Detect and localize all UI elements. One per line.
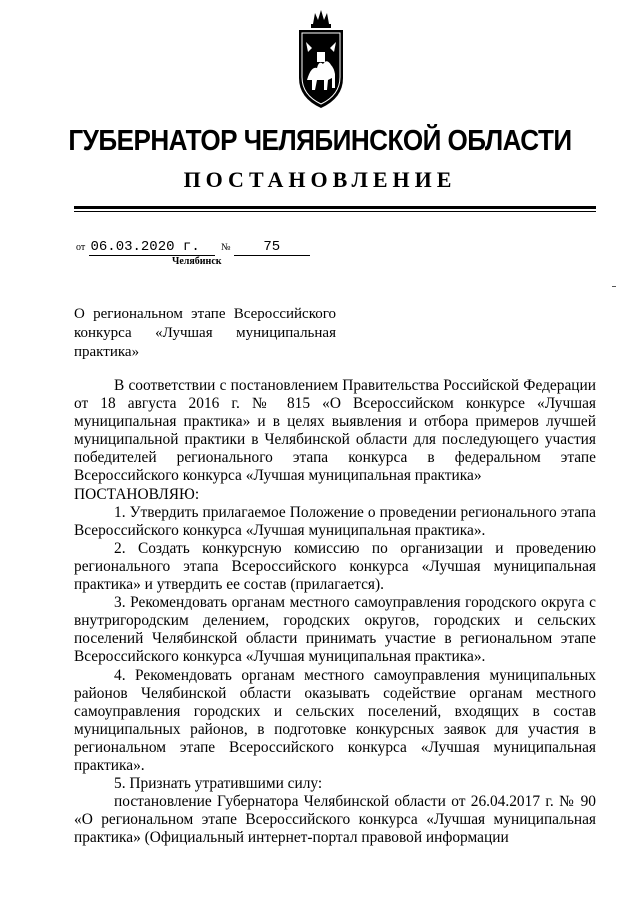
body-item-1: 1. Утвердить прилагаемое Положение о проведении регионального этапа Всероссийского конкурса «Лучшая муниципальная практика». xyxy=(74,503,596,539)
dateline xyxy=(76,238,310,256)
header-rule-thick xyxy=(74,206,596,209)
document-body xyxy=(74,377,596,847)
document-type: ПОСТАНОВЛЕНИЕ xyxy=(183,167,457,192)
body-item-4: 4. Рекомендовать органам местного самоуправления муниципальных районов Челябинской области оказывать содействие органам местного самоуправления городских и сельских поселений, входящих в состав муниципальных районов, в подготовке конкурсных заявок для участия в региональном этапе Всероссийского конкурса «Лучшая муниципальная практика». xyxy=(74,666,596,774)
scan-mark xyxy=(612,286,616,287)
authority-title: ГУБЕРНАТОР ЧЕЛЯБИНСКОЙ ОБЛАСТИ xyxy=(68,125,572,157)
body-item-3: 3. Рекомендовать органам местного самоуправления городского округа с внутригородским делением, городских округов, городских и сельских поселений Челябинской области принимать участие в региональном этапе Всероссийского конкурса «Лучшая муниципальная практика». xyxy=(74,594,596,666)
document-subject: О региональном этапе Всероссийского конкурса «Лучшая муниципальная практика» xyxy=(74,306,336,360)
number-label: № xyxy=(221,242,231,253)
chelyabinsk-coat-of-arms-icon xyxy=(293,8,349,114)
preamble-paragraph: В соответствии с постановлением Правительства Российской Федерации от 18 августа 2016 г. № 815 «О Всероссийском конкурсе «Лучшая муниципальная практика» и в целях выявления и отбора примеров лучшей муниципальной практики в Челябинской области для последующего участия победителей регионального этапа конкурса в федеральном этапе Всероссийского конкурса «Лучшая муниципальная практика» xyxy=(74,377,596,485)
header-rule-thin xyxy=(74,211,596,212)
body-item-2: 2. Создать конкурсную комиссию по организации и проведению регионального этапа Всероссийского конкурса «Лучшая муниципальная практика» и утвердить ее состав (прилагается). xyxy=(74,539,596,594)
body-item-5: 5. Признать утратившими силу: xyxy=(114,775,323,793)
date-from-label: от xyxy=(76,242,86,253)
document-date: 06.03.2020 г. xyxy=(89,239,215,256)
resolve-heading: ПОСТАНОВЛЯЮ: xyxy=(74,485,200,503)
body-item-5-detail: постановление Губернатора Челябинской области от 26.04.2017 г. № 90 «О региональном этапе Всероссийского конкурса «Лучшая муниципальная практика» (Официальный интернет-портал правовой информации xyxy=(74,793,596,847)
document-number: 75 xyxy=(234,239,310,256)
document-city: Челябинск xyxy=(172,256,222,267)
